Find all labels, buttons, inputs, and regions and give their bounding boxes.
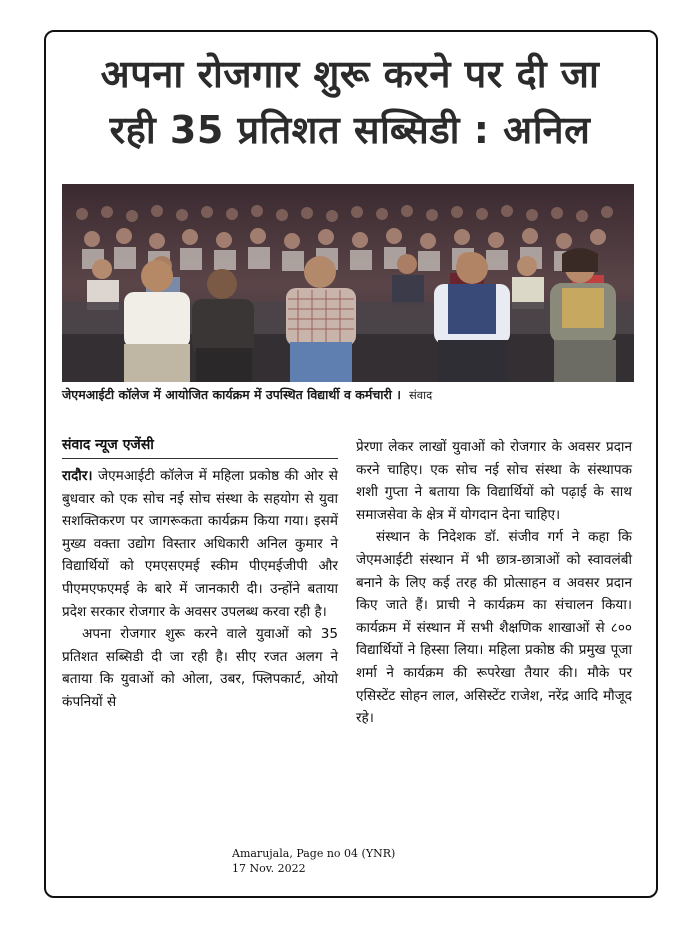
article-paragraph: [62, 465, 338, 623]
article-paragraph: प्रेरणा लेकर लाखों युवाओं को रोजगार के अवसर प्रदान करने चाहिए। एक सोच नई सोच संस्था के संस्थापक शशी गुप्ता ने बताया कि विद्यार्थियों को पढ़ाई के साथ समाजसेवा के क्षेत्र में योगदान देना चाहिए।: [356, 439, 632, 523]
article-column-right: [356, 436, 632, 730]
article-paragraph: संस्थान के निदेशक डॉ. संजीव गर्ग ने कहा कि जेएमआईटी संस्थान में भी छात्र-छात्राओं को स्वावलंबी बनाने के लिए कई तरह की प्रोत्साहन व अवसर प्रदान किए जाते हैं। प्राची ने कार्यक्रम का संचालन किया। कार्यक्रम में संस्थान में सभी शैक्षणिक शाखाओं से ८०० विद्यार्थियों ने हिस्सा लिया। महिला प्रकोष्ठ की प्रमुख पूजा शर्मा ने कार्यक्रम की रूपरेखा तैयार की। मौके पर एसिस्टेंट सोहन लाल, असिस्टेंट राजेश, नरेंद्र आदि मौजूद रहे।: [356, 529, 632, 727]
article-paragraph: अपना रोजगार शुरू करने वाले युवाओं को 35 प्रतिशत सब्सिडी दी जा रही है। सीए रजत अलग ने बताया कि युवाओं को ओला, उबर, फ्लिपकार्ट, ओयो कंपनियों से: [62, 626, 338, 710]
byline: संवाद न्यूज एजेंसी: [62, 432, 338, 459]
headline: [60, 46, 640, 158]
caption-text: जेएमआईटी कॉलेज में आयोजित कार्यक्रम में उपस्थित विद्यार्थी व कर्मचारी ।: [62, 387, 401, 402]
source-publication: Amarujala, Page no 04 (YNR): [232, 847, 396, 860]
headline-line-1: अपना रोजगार शुरू करने पर दी जा: [100, 52, 600, 96]
dateline: रादौर।: [62, 468, 93, 484]
event-photo: [62, 184, 634, 382]
source-date: 17 Nov. 2022: [232, 862, 306, 875]
headline-line-2: रही 35 प्रतिशत सब्सिडी : अनिल: [109, 108, 591, 152]
article-column-left: [62, 432, 338, 714]
photo-caption: [62, 386, 634, 403]
paragraph-text: जेएमआईटी कॉलेज में महिला प्रकोष्ठ की ओर से बुधवार को एक सोच नई सोच संस्था के सहयोग से युवा सशक्तिकरण पर जागरूकता कार्यक्रम किया गया। इसमें मुख्य वक्ता उद्योग विस्तार अधिकारी अनिल कुमार ने विद्यार्थियों को एमएसएमई स्कीम पीएमईजीपी और पीएमएफएमई के बारे में जानकारी दी। उन्होंने बताया प्रदेश सरकार रोजगार के अवसर उपलब्ध करवा रही है।: [62, 468, 338, 620]
caption-credit: संवाद: [408, 388, 433, 402]
audience-photo-illustration: [62, 184, 634, 382]
source-footer: [232, 846, 395, 876]
